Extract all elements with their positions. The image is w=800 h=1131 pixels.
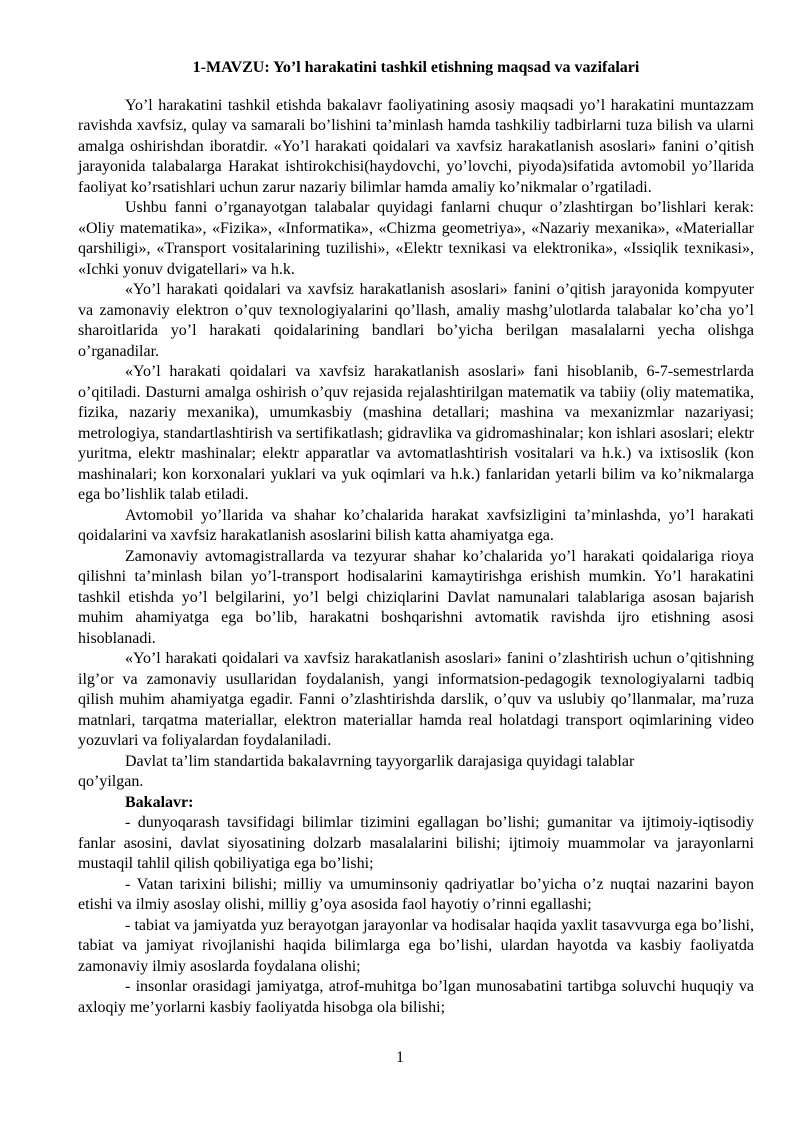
standards-line-continuation: qo’yilgan. <box>78 773 144 790</box>
requirement-item: - insonlar orasidagi jamiyatga, atrof-muhitga bo’lgan munosabatini tartibga soluvchi huquqiy va axloqiy me’yorlarni kasbiy faoliyatda hisobga ola bilishi; <box>78 978 754 1016</box>
paragraph: Yo’l harakatini tashkil etishda bakalavr faoliyatining asosiy maqsadi yo’l harakatini muntazzam ravishda xavfsiz, qulay va samarali bo’lishini ta’minlash hamda tashkiliy tadbirlarni tuza bilish va ularni amalga oshirishdan iboratdir. «Yo’l harakati qoidalari va xavfsiz harakatlanish asoslari» fanini o’qitish jarayonida talabalarga Harakat ishtirokchisi(haydovchi, yo’lovchi, piyoda)sifatida avtomobil yo’llarida faoliyat ko’rsatishlari uchun zarur nazariy bilimlar hamda amaliy ko’nikmalar o’rgatiladi. <box>78 96 754 196</box>
paragraph: «Yo’l harakati qoidalari va xavfsiz harakatlanish asoslari» fani hisoblanib, 6-7-semestrlarda o’qitiladi. Dasturni amalga oshirish o’quv rejasida rejalashtirilgan matematik va tabiiy (oliy matematika, fizika, nazariy mexanika), umumkasbiy (mashina detallari; mashina va mexanizmlar nazariyasi; metrologiya, standartlashtirish va sertifikatlash; gidravlika va gidromashinalar; kon ishlari asoslari; elektr yuritma, elektr mashinalar; elektr apparatlar va avtomatlashtirish vositalari va h.k.) va ixtisoslik (kon mashinalari; kon korxonalari yuklari va yuk oqimlari va h.k.) fanlaridan yetarli bilim va ko’nikmalarga ega bo’lishlik talab etiladi. <box>78 363 754 503</box>
paragraph: Avtomobil yo’llarida va shahar ko’chalarida harakat xavfsizligini ta’minlashda, yo’l harakati qoidalarini va xavfsiz harakatlanish asoslarini bilish katta ahamiyatga ega. <box>78 506 754 544</box>
requirement-item: - tabiat va jamiyatda yuz berayotgan jarayonlar va hodisalar haqida yaxlit tasavvurga ega bo’lishi, tabiat va jamiyat rivojlanishi haqida bilimlarga ega bo’lishi, ulardan hayotda va kasbiy faoliyatda zamonaviy ilmiy asoslarda foydalana olishi; <box>78 916 754 975</box>
bakalavr-heading: Bakalavr: <box>125 793 194 811</box>
standards-line: Davlat ta’lim standartida bakalavrning tayyorgarlik darajasiga quyidagi talablar <box>125 752 635 770</box>
paragraph: Zamonaviy avtomagistrallarda va tezyurar shahar ko’chalarida yo’l harakati qoidalariga rioya qilishni ta’minlash bilan yo’l-transport hodisalarini kamaytirishga erishish mumkin. Yo’l harakatini tashkil etishda yo’l belgilarini, yo’l belgi chiziqlarini Davlat namunalari talablariga asosan bajarish muhim ahamiyatga ega bo’lib, harakatni boshqarishni avtomatik ravishda ijro etishning asosi hisoblanadi. <box>78 547 754 647</box>
page-number: 1 <box>396 1049 404 1066</box>
requirement-item: - dunyoqarash tavsifidagi bilimlar tizimini egallagan bo’lishi; gumanitar va ijtimoiy-iqtisodiy fanlar asosini, davlat siyosatining dolzarb masalalarini bilishi; ijtimoiy muammolar va jarayonlarni mustaqil tahlil qilish qobiliyatiga ega bo’lishi; <box>78 814 754 872</box>
paragraph: «Yo’l harakati qoidalari va xavfsiz harakatlanish asoslari» fanini o’zlashtirish uchun o’qitishning ilg’or va zamonaviy usullaridan foydalanish, yangi informatsion-pedagogik texnologiyalarni tadbiq qilish muhim ahamiyatga egadir. Fanni o’zlashtirishda darslik, o’quv va uslubiy qo’llanmalar, ma’ruza matnlari, tarqatma materiallar, elektron materiallar hamda real holatdagi transport oqimlarining video yozuvlari va foliyalardan foydalaniladi. <box>78 650 754 749</box>
page-title: 1-MAVZU: Yo’l harakatini tashkil etishning maqsad va vazifalari <box>192 59 640 76</box>
requirement-item: - Vatan tarixini bilishi; milliy va umuminsoniy qadriyatlar bo’yicha o’z nuqtai nazarini bayon etishi va ilmiy asoslay olishi, milliy g’oya asosida faol hayotiy o’rinni egallashi; <box>78 875 754 913</box>
paragraph: «Yo’l harakati qoidalari va xavfsiz harakatlanish asoslari» fanini o’qitish jarayonida kompyuter va zamonaviy elektron o’quv texnologiyalarini qo’llash, amaliy mashg’ulotlarda talabalar ko’cha yo’l sharoitlarida yo’l harakati qoidalarining bandlari bo’yicha berilgan masalalarni yecha olishga o’rganadilar. <box>78 281 754 360</box>
paragraph: Ushbu fanni o’rganayotgan talabalar quyidagi fanlarni chuqur o’zlashtirgan bo’lishlari kerak: «Oliy matematika», «Fizika», «Informatika», «Chizma geometriya», «Nazariy mexanika», «Materiallar qarshiligi», «Transport vositalarining tuzilishi», «Elektr texnikasi va elektronika», «Issiqlik texnikasi», «Ichki yonuv dvigatellari» va h.k. <box>78 199 754 278</box>
